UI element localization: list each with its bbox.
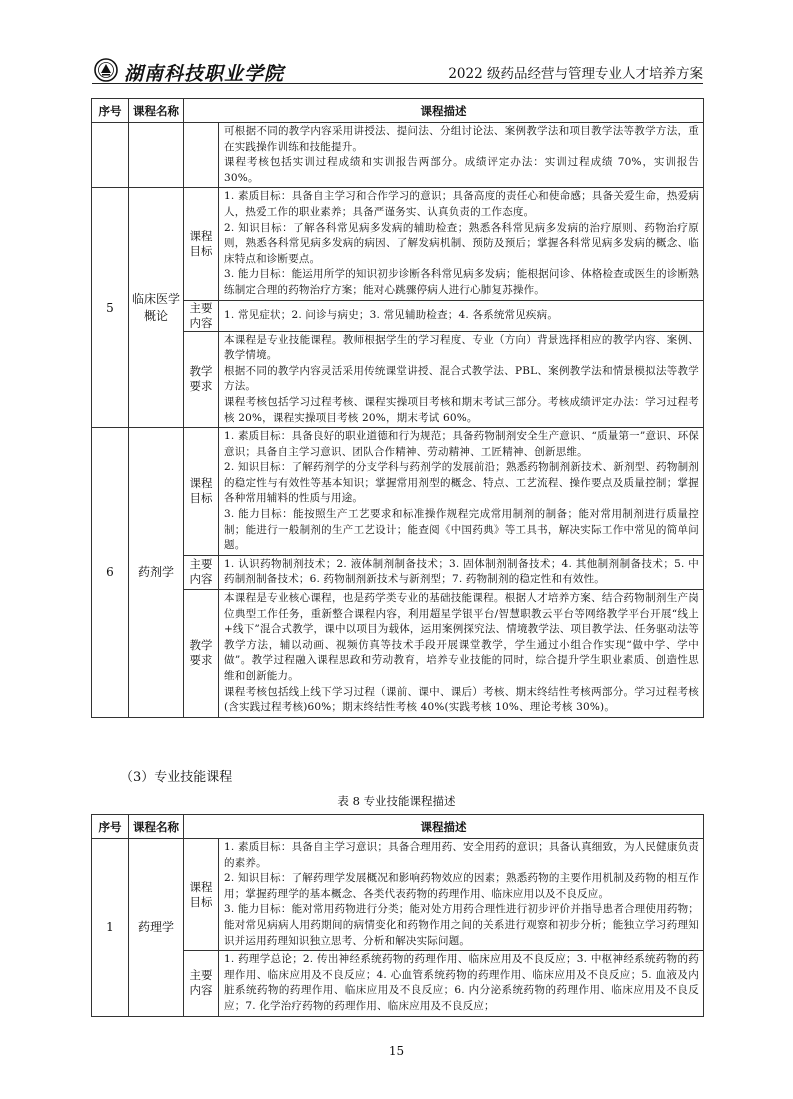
table-row [92, 428, 704, 556]
course-content [219, 951, 704, 1016]
paragraph: 1. 认识药物制剂技术；2. 液体制剂制备技术；3. 固体制剂制备技术；4. 其他制剂制备技术；5. 中药制剂制备技术；6. 药物制剂新技术与新剂型；7. 药物制剂的稳定性和有效性。 [224, 557, 699, 586]
course-content [219, 555, 704, 589]
cell-empty [92, 123, 129, 188]
goal-label: 课程目标 [184, 188, 219, 300]
content-label: 主要内容 [184, 951, 219, 1016]
paragraph: 本课程是专业核心课程，也是药学类专业的基础技能课程。根据人才培养方案、结合药物制剂生产岗位典型工作任务，重新整合课程内容，利用超星学银平台/智慧职教云平台等网络教学平台开展“线上+线下”混合式教学，课中以项目为载体，运用案例探究法、情境教学法、项目教学法、任务驱动法等教学方法，辅以动画、视频仿真等技术手段开展课堂教学，学生通过小组合作实现“做中学、学中做”。教学过程融入课程思政和劳动教育，培养专业技能的同时，综合提升学生职业素质、创造性思维和创新能力。 [224, 592, 699, 682]
paragraph: 2. 知识目标：了解各科常见病多发病的辅助检查；熟悉各科常见病多发病的治疗原则、药物治疗原则，熟悉各科常见病多发病的病因、了解发病机制、预防及预后；掌握各科常见病多发病的概念、临床特点和诊断要点。 [224, 221, 699, 265]
paragraph: 课程考核包括实训过程成绩和实训报告两部分。成绩评定办法：实训过程成绩 70%，实训报告 30%。 [224, 156, 699, 184]
col-header-desc: 课程描述 [184, 99, 704, 123]
header-rule [92, 83, 703, 84]
teaching-requirements [219, 331, 704, 428]
document-title: 2022 级药品经营与管理专业人才培养方案 [448, 66, 703, 82]
course-table-continued [91, 98, 704, 718]
school-logo [92, 56, 322, 84]
paragraph: 3. 能力目标：能对常用药物进行分类；能对处方用药合理性进行初步评价并指导患者合理使用药物；能对常见病病人用药期间的病情变化和药物作用之间的关系进行观察和初步分析；能独立学习药理知识并运用药理知识独立思考、分析和解决实际问题。 [224, 903, 699, 947]
paragraph: 1. 药理学总论；2. 传出神经系统药物的药理作用、临床应用及不良反应；3. 中枢神经系统药物的药理作用、临床应用及不良反应；4. 心血管系统药物的药理作用、临床应用及不良反应；5. 血液及内脏系统药物的药理作用、临床应用及不良反应；6. 内分泌系统药物的药理作用、临床应用及不良反应；7. 化学治疗药物的药理作用、临床应用及不良反应； [224, 953, 699, 1012]
paragraph: 可根据不同的教学内容采用讲授法、提问法、分组讨论法、案例教学法和项目教学法等教学方法，重在实践操作训练和技能提升。 [224, 125, 699, 153]
school-seal-icon [94, 58, 118, 82]
table-row [92, 555, 704, 589]
col-header-name: 课程名称 [129, 815, 184, 839]
paragraph: 1. 素质目标：具备良好的职业道德和行为规范；具备药物制剂安全生产意识、“质量第一”意识、环保意识；具备自主学习意识、团队合作精神、劳动精神、工匠精神、创新思维。 [224, 430, 699, 458]
paragraph: 3. 能力目标：能按照生产工艺要求和标准操作规程完成常用制剂的制备；能对常用制剂进行质量控制；能进行一般制剂的生产工艺设计；能查阅《中国药典》等工具书，解决实际工作中常见的简单问题。 [224, 508, 699, 552]
paragraph: 根据不同的教学内容灵活采用传统课堂讲授、混合式教学法、PBL、案例教学法和情景模拟法等教学方法。 [224, 364, 699, 393]
row-number: 6 [92, 428, 129, 718]
paragraph: 2. 知识目标：了解药理学发展概况和影响药物效应的因素；熟悉药物的主要作用机制及药物的相互作用；掌握药理学的基本概念、各类代表药物的药理作用、临床应用以及不良反应。 [224, 872, 699, 900]
method-label: 教学要求 [184, 590, 219, 718]
table-row [92, 839, 704, 951]
table-row [92, 331, 704, 428]
course-content [219, 300, 704, 331]
table-row [92, 300, 704, 331]
content-label: 主要内容 [184, 555, 219, 589]
goal-label: 课程目标 [184, 839, 219, 951]
course-goals [219, 839, 704, 951]
table-header-row [92, 99, 704, 123]
table-row [92, 188, 704, 300]
paragraph: 1. 常见症状；2. 问诊与病史；3. 常见辅助检查；4. 各系统常见疾病。 [224, 308, 559, 321]
method-label: 教学要求 [184, 331, 219, 428]
page-header [92, 56, 703, 84]
page-number: 15 [388, 1044, 405, 1058]
course-name: 药理学 [129, 839, 184, 1017]
table-row [92, 123, 704, 188]
col-header-no: 序号 [92, 99, 129, 123]
row-number: 1 [92, 839, 129, 1017]
goal-label: 课程目标 [184, 428, 219, 556]
table-caption: 表 8 专业技能课程描述 [337, 794, 456, 808]
col-header-no: 序号 [92, 815, 129, 839]
table-row [92, 590, 704, 718]
table-row [92, 951, 704, 1016]
table-header-row [92, 815, 704, 839]
paragraph: 1. 素质目标：具备自主学习意识；具备合理用药、安全用药的意识；具备认真细致，为人民健康负责的素养。 [224, 841, 699, 869]
col-header-desc: 课程描述 [184, 815, 704, 839]
cell-empty [184, 123, 219, 188]
teaching-requirements [219, 590, 704, 718]
course-goals [219, 428, 704, 556]
content-label: 主要内容 [184, 300, 219, 331]
skill-course-table [91, 814, 704, 1017]
paragraph: 课程考核包括学习过程考核、课程实操项目考核和期末考试三部分。考核成绩评定办法：学习过程考核 20%，课程实操项目考核 20%，期末考试 60%。 [224, 395, 699, 424]
course-name: 临床医学概论 [129, 188, 184, 428]
paragraph: 3. 能力目标：能运用所学的知识初步诊断各科常见病多发病；能根据问诊、体格检查或医生的诊断熟练制定合理的药物治疗方案；能对心跳骤停病人进行心肺复苏操作。 [224, 268, 699, 296]
paragraph: 课程考核包括线上线下学习过程（课前、课中、课后）考核、期末终结性考核两部分。学习过程考核(含实践过程考核)60%；期末终结性考核 40%(实践考核 10%、理论考核 30%)。 [224, 685, 699, 714]
row-number: 5 [92, 188, 129, 428]
cell-empty [129, 123, 184, 188]
paragraph: 1. 素质目标：具备自主学习和合作学习的意识；具备高度的责任心和使命感；具备关爱生命，热爱病人，热爱工作的职业素养；具备严谨务实、认真负责的工作态度。 [224, 190, 699, 218]
col-header-name: 课程名称 [129, 99, 184, 123]
course-goals [219, 188, 704, 300]
school-name: 湖南科技职业学院 [124, 63, 285, 85]
paragraph: 2. 知识目标：了解药剂学的分支学科与药剂学的发展前沿；熟悉药物制剂新技术、新剂型、药物制剂的稳定性与有效性等基本知识；掌握常用剂型的概念、特点、工艺流程、操作要点及质量控制；掌握各种常用辅料的性质与用途。 [224, 461, 699, 505]
paragraph: 本课程是专业技能课程。教师根据学生的学习程度、专业（方向）背景选择相应的教学内容、案例、教学情境。 [224, 333, 699, 362]
course-name: 药剂学 [129, 428, 184, 718]
section-title: （3）专业技能课程 [120, 770, 233, 785]
continued-description [219, 123, 704, 188]
